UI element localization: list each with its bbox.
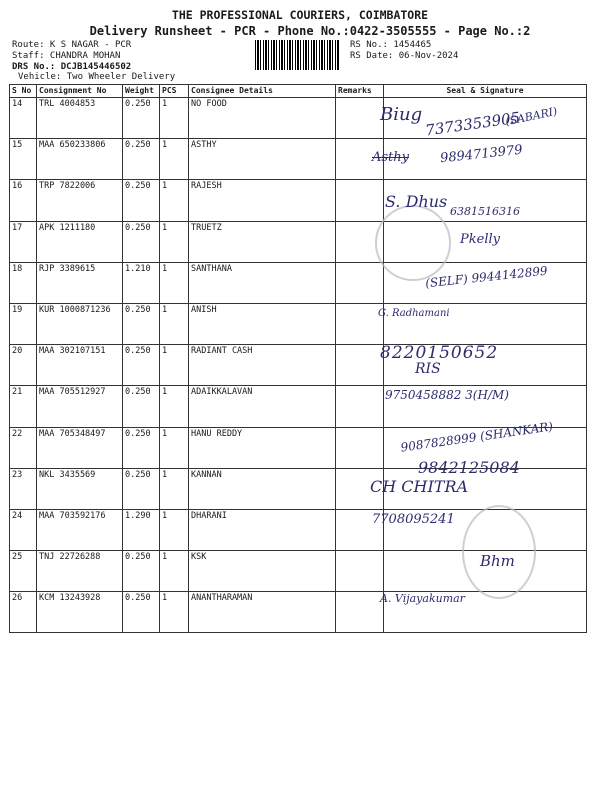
handwritten-phone: 9894713979 (439, 142, 524, 167)
col-seal: Seal & Signature (384, 85, 587, 98)
cell-sno: 14 (10, 98, 37, 139)
handwritten-phone: 8220150652 (380, 343, 499, 363)
cell-consignee: RAJESH (189, 180, 336, 221)
signature: Pkelly (460, 232, 500, 247)
handwritten-text: RIS (415, 361, 441, 377)
cell-consignee: KSK (189, 551, 336, 592)
cell-consignment: MAA 705512927 (37, 386, 123, 427)
cell-consignee: ANISH (189, 303, 336, 344)
handwritten-name: A. Vijayakumar (380, 592, 465, 605)
cell-weight: 0.250 (123, 386, 160, 427)
cell-pcs: 1 (160, 386, 189, 427)
handwritten-name: CH CHITRA (370, 477, 469, 496)
cell-weight: 0.250 (123, 551, 160, 592)
route-text: Route: K S NAGAR - PCR (12, 40, 132, 50)
cell-weight: 0.250 (123, 180, 160, 221)
cell-pcs: 1 (160, 139, 189, 180)
cell-consignment: KCM 13243928 (37, 592, 123, 633)
handwritten-phone: 7373353905 (424, 108, 522, 140)
cell-sno: 19 (10, 303, 37, 344)
cell-remarks (336, 592, 384, 633)
cell-pcs: 1 (160, 262, 189, 303)
handwritten-phone: 9087828999 (SHANKAR) (399, 419, 554, 455)
cell-consignee: KANNAN (189, 468, 336, 509)
cell-consignment: APK 1211180 (37, 221, 123, 262)
signature: S. Dhus (385, 192, 448, 211)
cell-remarks (336, 303, 384, 344)
cell-weight: 0.250 (123, 221, 160, 262)
cell-pcs: 1 (160, 468, 189, 509)
cell-sno: 22 (10, 427, 37, 468)
table-row (10, 303, 587, 344)
col-weight: Weight (123, 85, 160, 98)
cell-sno: 26 (10, 592, 37, 633)
cell-consignment: TRP 7822006 (37, 180, 123, 221)
cell-sno: 23 (10, 468, 37, 509)
cell-consignee: ANANTHARAMAN (189, 592, 336, 633)
cell-weight: 0.250 (123, 468, 160, 509)
cell-pcs: 1 (160, 592, 189, 633)
handwritten-phone: 9750458882 3(H/M) (385, 388, 509, 402)
cell-sno: 18 (10, 262, 37, 303)
cell-consignment: RJP 3389615 (37, 262, 123, 303)
signature: Asthy (372, 150, 410, 165)
cell-consignee: RADIANT CASH (189, 345, 336, 386)
handwritten-phone: 9842125084 (418, 458, 520, 477)
cell-weight: 0.250 (123, 345, 160, 386)
cell-remarks (336, 427, 384, 468)
cell-consignment: MAA 302107151 (37, 345, 123, 386)
rs-number: RS No.: 1454465 (350, 40, 432, 50)
handwritten-phone: 7708095241 (372, 512, 455, 527)
cell-consignment: TRL 4004853 (37, 98, 123, 139)
cell-consignee: ASTHY (189, 139, 336, 180)
cell-remarks (336, 345, 384, 386)
cell-consignment: MAA 650233806 (37, 139, 123, 180)
cell-pcs: 1 (160, 427, 189, 468)
table-header-row (10, 85, 587, 98)
handwritten-phone: (SELF) 9944142899 (424, 263, 549, 291)
cell-remarks (336, 551, 384, 592)
signature: Biug (380, 104, 423, 125)
cell-sno: 15 (10, 139, 37, 180)
col-pcs: PCS (160, 85, 189, 98)
cell-remarks (336, 386, 384, 427)
cell-weight: 1.210 (123, 262, 160, 303)
cell-consignee: TRUETZ (189, 221, 336, 262)
col-consignee: Consignee Details (189, 85, 336, 98)
cell-pcs: 1 (160, 345, 189, 386)
cell-consignment: KUR 1000871236 (37, 303, 123, 344)
cell-weight: 0.250 (123, 592, 160, 633)
barcode (255, 40, 340, 70)
cell-pcs: 1 (160, 98, 189, 139)
cell-remarks (336, 180, 384, 221)
rs-date: RS Date: 06-Nov-2024 (350, 51, 459, 61)
cell-weight: 0.250 (123, 303, 160, 344)
cell-sno: 17 (10, 221, 37, 262)
cell-sno: 25 (10, 551, 37, 592)
cell-remarks (336, 262, 384, 303)
company-title: THE PROFESSIONAL COURIERS, COIMBATORE (171, 8, 429, 22)
cell-consignee: DHARANI (189, 509, 336, 550)
cell-consignee: HANU REDDY (189, 427, 336, 468)
col-consignment: Consignment No (37, 85, 123, 98)
cell-consignment: MAA 703592176 (37, 509, 123, 550)
cell-consignment: TNJ 22726288 (37, 551, 123, 592)
col-remarks: Remarks (336, 85, 384, 98)
runsheet-subtitle: Delivery Runsheet - PCR - Phone No.:0422-3505555 - Page No.:2 (89, 24, 531, 38)
cell-pcs: 1 (160, 551, 189, 592)
cell-consignee: NO FOOD (189, 98, 336, 139)
stamp-circle (375, 205, 451, 281)
table-row (10, 345, 587, 386)
cell-sno: 21 (10, 386, 37, 427)
handwritten-phone: 6381516316 (450, 205, 520, 218)
cell-sno: 16 (10, 180, 37, 221)
cell-consignment: MAA 705348497 (37, 427, 123, 468)
cell-sno: 20 (10, 345, 37, 386)
cell-weight: 1.290 (123, 509, 160, 550)
cell-sno: 24 (10, 509, 37, 550)
handwritten-name: (SABARI) (504, 104, 559, 129)
cell-consignee: SANTHANA (189, 262, 336, 303)
cell-weight: 0.250 (123, 139, 160, 180)
cell-weight: 0.250 (123, 98, 160, 139)
cell-pcs: 1 (160, 221, 189, 262)
cell-pcs: 1 (160, 303, 189, 344)
staff-text: Staff: CHANDRA MOHAN (12, 51, 121, 61)
cell-pcs: 1 (160, 509, 189, 550)
cell-remarks (336, 98, 384, 139)
vehicle-text: Vehicle: Two Wheeler Delivery (18, 72, 176, 82)
cell-consignment: NKL 3435569 (37, 468, 123, 509)
signature: Bhm (480, 552, 515, 570)
col-sno: S No (10, 85, 37, 98)
handwritten-name: G. Radhamani (378, 308, 450, 319)
cell-pcs: 1 (160, 180, 189, 221)
drs-number: DRS No.: DCJB145446502 (12, 62, 132, 72)
cell-weight: 0.250 (123, 427, 160, 468)
cell-consignee: ADAIKKALAVAN (189, 386, 336, 427)
